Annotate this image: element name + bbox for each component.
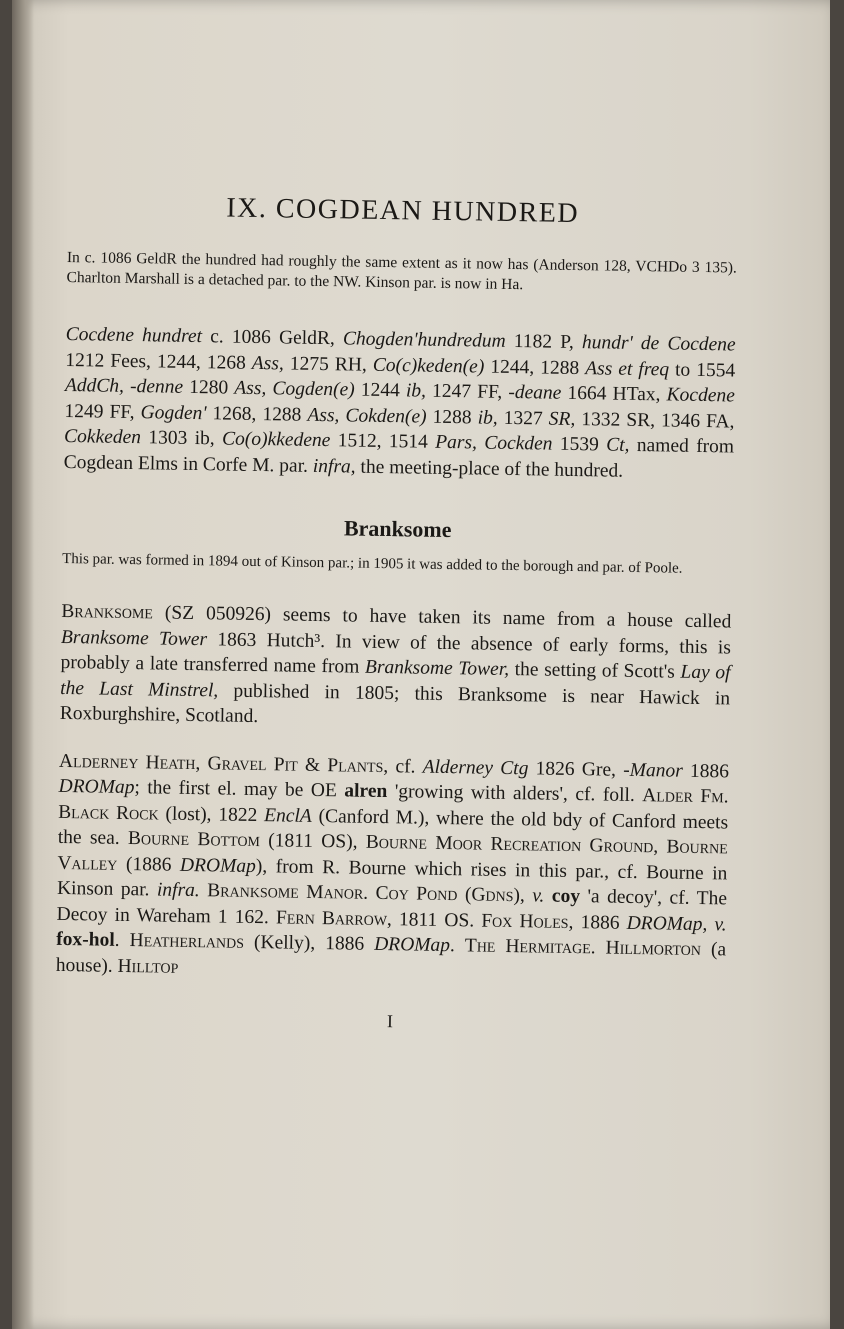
text-run: hundr' de Cocdene [581,332,736,356]
text-run: Ass et freq [585,357,670,380]
text-run: Co(o)kkedene [221,428,331,452]
text-run: 1539 [552,433,607,456]
text-run: c. 1086 GeldR, [201,326,344,350]
text-run: fox-hol [56,928,115,951]
text-run: Chogden'hundredum [342,328,506,352]
text-run: Cokkeden [63,425,142,449]
text-run: . [114,929,130,952]
text-run: Ct, [606,434,630,456]
text-run: (Canford M.), where the old bdy of Canford meets the sea. [57,805,729,850]
text-run: 1512, 1514 [330,430,436,453]
text-run: The Hermitage. Hillmorton [464,935,702,961]
minor-names-paragraph [56,748,730,988]
text-run: 1332 SR, 1346 FA, [575,408,735,432]
text-run: infra. [156,879,200,902]
book-gutter-shadow [12,0,34,1329]
text-run: Ass, Cokden(e) [307,404,427,428]
text-run: ib, [405,380,427,402]
text-run: 'a decoy', cf. The Decoy in Wareham 1 162. [56,886,728,928]
text-run: ( [457,884,472,906]
text-run: 1212 Fees, 1244, 1268 [65,349,253,374]
text-run: DROMap [179,854,256,877]
text-run: 1249 FF, [64,400,141,423]
text-run: Branksome Tower [60,626,208,650]
text-run: to 1554 [668,358,736,382]
text-run: (1886 [117,853,181,876]
text-run: 1826 Gre, [528,757,624,781]
text-run: (lost), 1822 [158,803,265,826]
text-run: Bourne Bottom [127,828,261,852]
text-run: 1275 RH, [283,352,373,376]
text-run: v. [532,885,545,907]
text-run: 1247 FF, [425,380,509,403]
text-run: Alder Fm. Black Rock [58,785,729,825]
text-run: (Kelly), 1886 [243,931,375,955]
text-run: -Manor [623,759,683,782]
text-run: ib, [477,406,498,429]
text-run: Cocdene hundret [65,323,203,348]
text-run: named from Cogdean Elms in Corfe M. par. [63,434,735,477]
text-run: Heatherlands [129,930,245,953]
text-run: Alderney Ctg [422,756,529,779]
book-page [12,0,830,1329]
text-run: DROMap [58,775,135,799]
page-number: I [386,1011,394,1032]
text-run: , 1886 [568,911,627,934]
text-run: Branksome Manor. Coy Pond [207,880,458,906]
text-run: Gogden' [140,401,207,424]
text-run: EnclA [263,804,312,827]
text-run: the meeting-place of the hundred. [355,456,624,482]
text-run: ), [513,885,533,907]
text-run: 'growing with alders', cf. foll. [387,781,643,807]
text-run: infra, [312,455,356,478]
text-run: . [449,935,466,957]
text-run: AddCh, -denne [64,374,184,398]
text-run: Branksome Tower, [364,656,510,680]
branksome-paragraph [60,599,732,737]
text-run: 1863 Hutch³. In view of the absence of early forms, this is probably a late transferred name from [60,628,732,678]
text-run: Branksome [61,600,154,624]
text-run: (1811 OS), [259,830,367,853]
text-run: 1664 HTax, [561,382,667,406]
text-run: 1244 [354,379,407,402]
text-run: 1886 [682,760,730,782]
text-run: coy [551,885,581,908]
text-run: , cf. [383,755,423,778]
chapter-title: IX. COGDEAN HUNDRED [226,192,580,230]
text-run: Alderney Heath, Gravel Pit & Plants [58,750,384,777]
text-run: published in 1805; this Branksome is near Hawick in Roxburghshire, Scotland. [59,679,731,728]
text-run: Co(c)keden(e) [372,354,485,378]
text-run: 1303 ib, [140,427,223,450]
text-run: Gdns [471,884,514,907]
text-run: 1280 [182,376,235,399]
early-forms-paragraph [64,322,736,486]
section-note: This par. was formed in 1894 out of Kinson par.; in 1905 it was added to the borough and par. of Poole. [62,550,683,577]
text-run: Fern Barrow [275,906,388,930]
text-run: ), from R. Bourne which rises in this par., cf. Bourne in Kinson par. [56,855,728,901]
text-run: alren [344,780,388,803]
section-title: Branksome [343,515,452,543]
text-run: DROMap [374,933,451,957]
text-run: (SZ 050926) seems to have taken its name from a house called [152,602,732,633]
text-run: Ass, [251,352,284,374]
text-run: the setting of Scott's [508,658,681,683]
text-run: Bourne Moor Recreation Ground, Bourne Valley [57,831,728,875]
page-content [55,190,738,1037]
hundred-intro-note: In c. 1086 GeldR the hundred had roughly the same extent as it now has (Anderson 128, VCHDo 3 135). Charlton Marshall is a detached par. to the NW. Kinson par. is now in Ha. [66,248,737,294]
text-run: Ass, Cogden(e) [234,377,355,401]
text-run: Hilltop [117,955,179,978]
text-run: Fox Holes [481,910,569,933]
text-run: 1268, 1288 [206,402,308,426]
text-run: Lay of the Last Minstrel, [60,661,731,701]
text-run: SR, [548,408,576,430]
text-run: 1327 [497,407,549,430]
text-run: (a house). [55,939,727,977]
text-run: Kocdene [666,384,736,407]
text-run: 1244, 1288 [484,356,586,379]
text-run: 1182 P, [505,330,583,354]
text-run: DROMap, v. [626,912,727,935]
text-run: ; the first el. may be OE [134,777,345,802]
text-run: , 1811 OS. [386,908,482,932]
text-run: 1288 [426,406,478,428]
text-run: -deane [508,381,562,404]
text-run: Pars, Cockden [435,431,553,455]
